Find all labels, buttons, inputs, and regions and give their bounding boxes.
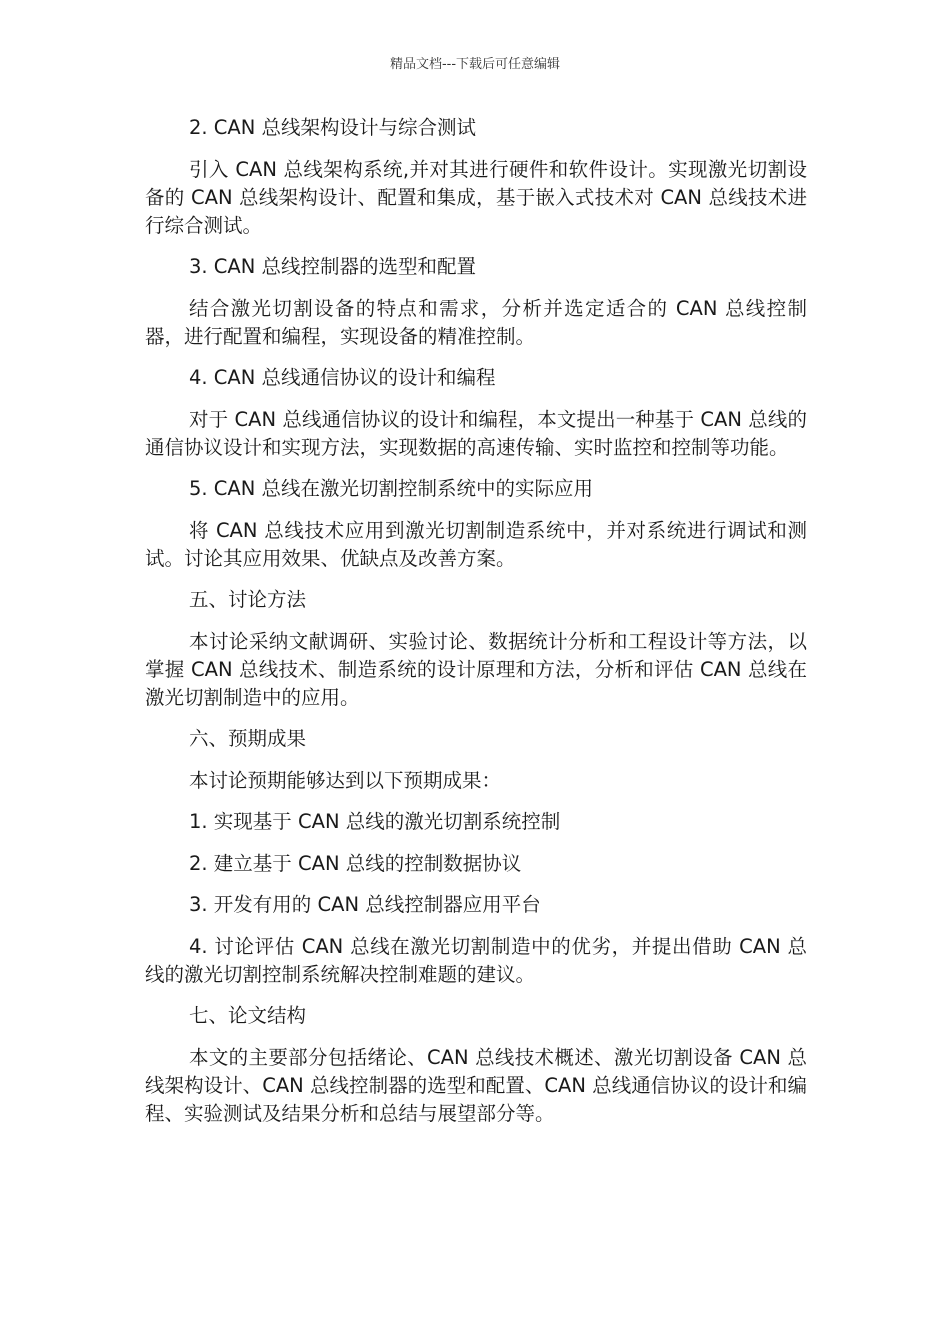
- section-heading-application: 5. CAN 总线在激光切割控制系统中的实际应用: [189, 477, 594, 500]
- section-heading-controller-selection: 3. CAN 总线控制器的选型和配置: [189, 255, 477, 278]
- section-heading-methods: 五、讨论方法: [189, 588, 307, 611]
- expected-result-item-2: 2. 建立基于 CAN 总线的控制数据协议: [189, 851, 522, 875]
- paragraph-controller-selection: 结合激光切割设备的特点和需求，分析并选定适合的 CAN 总线控制器，进行配置和编程，实现设备的精准控制。: [145, 296, 807, 348]
- expected-result-item-3: 3. 开发有用的 CAN 总线控制器应用平台: [189, 893, 541, 916]
- expected-result-item-1: 1. 实现基于 CAN 总线的激光切割系统控制: [189, 810, 561, 833]
- paragraph-structure: 本文的主要部分包括绪论、CAN 总线技术概述、激光切割设备 CAN 总线架构设计、CAN 总线控制器的选型和配置、CAN 总线通信协议的设计和编程、实验测试及结果分析和总结与展望部分等。: [145, 1045, 807, 1125]
- section-heading-protocol-design: 4. CAN 总线通信协议的设计和编程: [189, 366, 496, 389]
- paragraph-methods: 本讨论采纳文献调研、实验讨论、数据统计分析和工程设计等方法，以掌握 CAN 总线技术、制造系统的设计原理和方法，分析和评估 CAN 总线在激光切割制造中的应用。: [145, 629, 807, 709]
- expected-result-item-4: 4. 讨论评估 CAN 总线在激光切割制造中的优劣，并提出借助 CAN 总线的激光切割控制系统解决控制难题的建议。: [145, 934, 807, 986]
- section-heading-expected-results: 六、预期成果: [189, 727, 307, 750]
- document-body: [145, 114, 807, 1141]
- section-heading-structure: 七、论文结构: [189, 1004, 307, 1027]
- page-header: 精品文档---下载后可任意编辑: [389, 57, 561, 72]
- section-heading-can-architecture: 2. CAN 总线架构设计与综合测试: [189, 116, 477, 139]
- paragraph-protocol-design: 对于 CAN 总线通信协议的设计和编程，本文提出一种基于 CAN 总线的通信协议设计和实现方法，实现数据的高速传输、实时监控和控制等功能。: [145, 407, 807, 459]
- paragraph-application: 将 CAN 总线技术应用到激光切割制造系统中，并对系统进行调试和测试。讨论其应用效果、优缺点及改善方案。: [145, 518, 807, 570]
- paragraph-can-architecture: 引入 CAN 总线架构系统,并对其进行硬件和软件设计。实现激光切割设备的 CAN 总线架构设计、配置和集成，基于嵌入式技术对 CAN 总线技术进行综合测试。: [145, 157, 807, 237]
- expected-results-intro: 本讨论预期能够达到以下预期成果：: [189, 768, 502, 792]
